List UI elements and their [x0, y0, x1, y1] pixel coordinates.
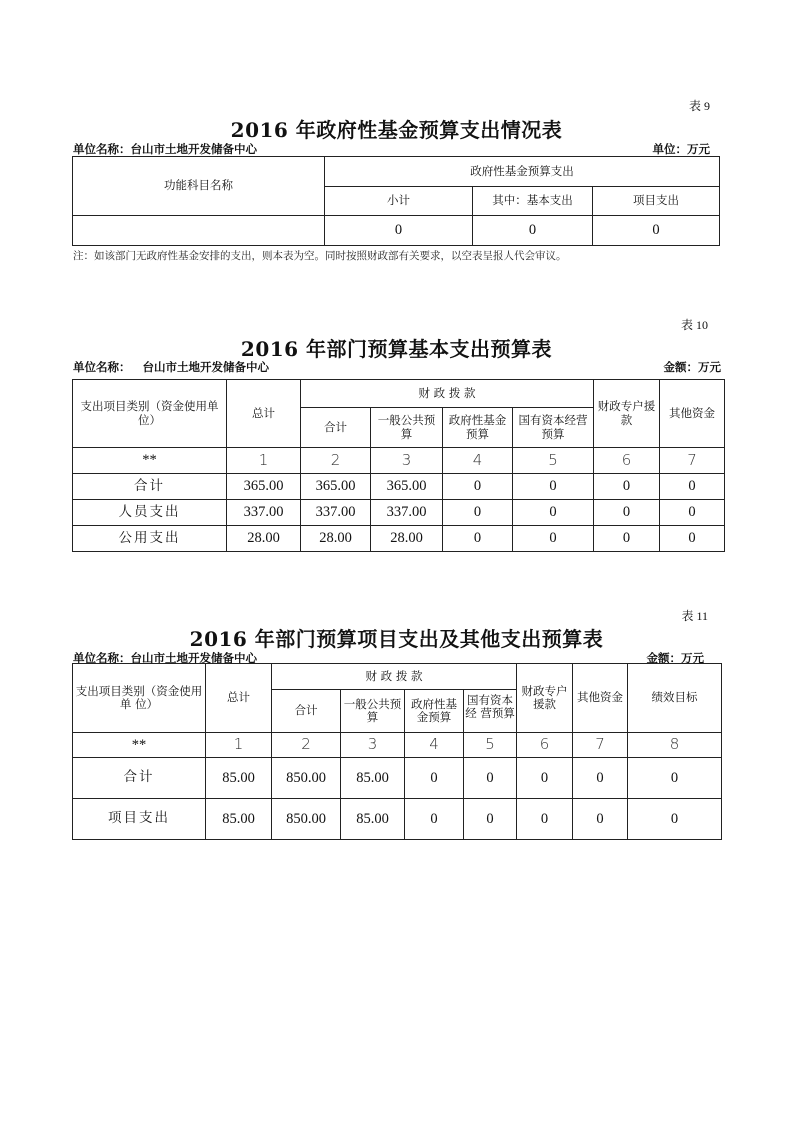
cell: 0 [405, 758, 464, 799]
index-cell: 7 [573, 733, 628, 758]
index-cell: 6 [517, 733, 573, 758]
cell: 0 [573, 758, 628, 799]
table-9 [72, 156, 720, 246]
cell: 0 [325, 216, 473, 246]
table-10 [72, 379, 725, 552]
cell: 85.00 [206, 758, 272, 799]
table-10-unit: 金额：万元 [663, 360, 721, 374]
col-total: 总计 [227, 380, 301, 448]
table-11 [72, 663, 722, 840]
col-general: 一般公共预算 [371, 408, 443, 448]
cell: 0 [594, 526, 660, 552]
table-row [73, 216, 720, 246]
cell [73, 216, 325, 246]
col-special-account: 财政专户援款 [594, 380, 660, 448]
cell: 337.00 [301, 500, 371, 526]
cell: 28.00 [227, 526, 301, 552]
cell: 337.00 [227, 500, 301, 526]
cell: 0 [464, 799, 517, 840]
table-10-title: 2016 年部门预算基本支出预算表 [240, 337, 553, 361]
cell: 0 [473, 216, 593, 246]
col-group-gov-fund: 政府性基金预算支出 [325, 157, 720, 187]
col-sum: 合计 [301, 408, 371, 448]
index-cell: 3 [371, 448, 443, 474]
index-cell: 1 [227, 448, 301, 474]
cell: 0 [443, 474, 513, 500]
table-row [73, 500, 725, 526]
row-label: 人员支出 [73, 500, 227, 526]
cell: 0 [660, 474, 725, 500]
cell: 0 [405, 799, 464, 840]
col-basic: 其中：基本支出 [473, 187, 593, 216]
index-cell: 3 [341, 733, 405, 758]
index-cell: 1 [206, 733, 272, 758]
table-11-unit: 金额：万元 [646, 651, 704, 665]
col-total: 总计 [206, 664, 272, 733]
col-group-fiscal: 财 政 拨 款 [272, 664, 517, 690]
col-other-funds: 其他资金 [660, 380, 725, 448]
table-10-unit-name: 单位名称： 台山市土地开发储备中心 [73, 360, 270, 374]
cell: 28.00 [371, 526, 443, 552]
table-11-title: 2016 年部门预算项目支出及其他支出预算表 [189, 627, 604, 651]
cell: 0 [517, 758, 573, 799]
table-9-unit-name: 单位名称：台山市土地开发储备中心 [73, 142, 257, 156]
cell: 0 [594, 474, 660, 500]
col-sum: 合计 [272, 690, 341, 733]
index-row [73, 448, 725, 474]
cell: 365.00 [301, 474, 371, 500]
cell: 85.00 [341, 758, 405, 799]
col-state-capital [464, 690, 517, 733]
cell: 0 [513, 474, 594, 500]
col-state-capital: 国有资本经营预算 [513, 408, 594, 448]
table-row [73, 799, 722, 840]
index-cell: 8 [628, 733, 722, 758]
cell: 0 [593, 216, 720, 246]
col-gov-fund: 政府性基金预算 [405, 690, 464, 733]
col-function-name: 功能科目名称 [73, 157, 325, 216]
index-cell: ** [73, 448, 227, 474]
cell: 0 [660, 500, 725, 526]
col-group-fiscal: 财 政 拨 款 [301, 380, 594, 408]
col-state-capital-label: 国有资本经 营预算 [465, 693, 515, 721]
cell: 0 [464, 758, 517, 799]
cell: 850.00 [272, 799, 341, 840]
cell: 0 [513, 526, 594, 552]
index-cell: 2 [301, 448, 371, 474]
index-row [73, 733, 722, 758]
index-cell: 5 [513, 448, 594, 474]
cell: 28.00 [301, 526, 371, 552]
col-category: 支出项目类别（资金使用单 位） [73, 664, 206, 733]
cell: 0 [517, 799, 573, 840]
table-9-unit: 单位：万元 [652, 142, 710, 156]
table-11-number: 表 11 [681, 609, 708, 623]
index-cell: ** [73, 733, 206, 758]
cell: 337.00 [371, 500, 443, 526]
col-other-funds: 其他资金 [573, 664, 628, 733]
table-row [73, 758, 722, 799]
row-label: 合计 [73, 758, 206, 799]
cell: 85.00 [341, 799, 405, 840]
table-11-unit-name: 单位名称：台山市土地开发储备中心 [73, 651, 257, 665]
col-category: 支出项目类别（资金使用单位） [73, 380, 227, 448]
table-row [73, 526, 725, 552]
col-performance-goal: 绩效目标 [628, 664, 722, 733]
table-10-number: 表 10 [680, 318, 708, 332]
cell: 0 [628, 758, 722, 799]
table-9-number: 表 9 [688, 99, 710, 113]
cell: 0 [573, 799, 628, 840]
index-cell: 5 [464, 733, 517, 758]
cell: 365.00 [227, 474, 301, 500]
row-label: 合计 [73, 474, 227, 500]
index-cell: 7 [660, 448, 725, 474]
index-cell: 6 [594, 448, 660, 474]
cell: 0 [513, 500, 594, 526]
col-subtotal: 小计 [325, 187, 473, 216]
col-project: 项目支出 [593, 187, 720, 216]
cell: 0 [443, 500, 513, 526]
index-cell: 2 [272, 733, 341, 758]
col-general: 一般公共预算 [341, 690, 405, 733]
table-9-note: 注：如该部门无政府性基金安排的支出，则本表为空。同时按照财政部有关要求，以空表呈报人代会审议。 [73, 250, 567, 262]
cell: 0 [443, 526, 513, 552]
col-special-account: 财政专户援款 [517, 664, 573, 733]
cell: 365.00 [371, 474, 443, 500]
row-label: 项目支出 [73, 799, 206, 840]
row-label: 公用支出 [73, 526, 227, 552]
cell: 0 [594, 500, 660, 526]
cell: 85.00 [206, 799, 272, 840]
cell: 0 [660, 526, 725, 552]
index-cell: 4 [405, 733, 464, 758]
cell: 850.00 [272, 758, 341, 799]
table-9-title: 2016 年政府性基金预算支出情况表 [230, 118, 563, 142]
table-row [73, 474, 725, 500]
col-gov-fund: 政府性基金预算 [443, 408, 513, 448]
cell: 0 [628, 799, 722, 840]
index-cell: 4 [443, 448, 513, 474]
